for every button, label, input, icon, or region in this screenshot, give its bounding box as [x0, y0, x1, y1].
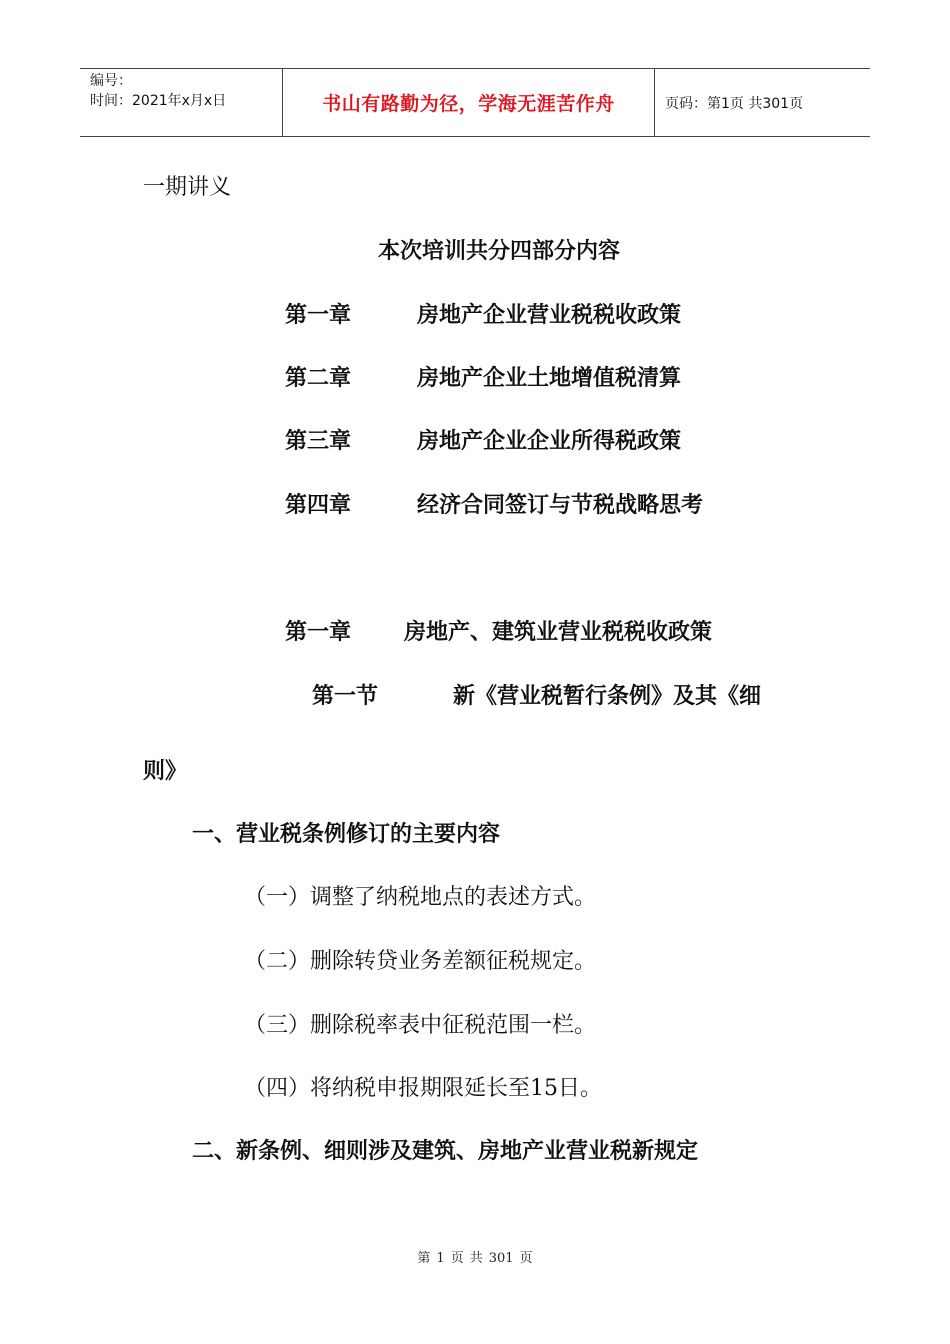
chapter-4-title: 经济合同签订与节税战略思考 — [417, 492, 704, 518]
part-2-title: 二、新条例、细则涉及建筑、房地产业营业税新规定 — [192, 1138, 699, 1164]
chapter-heading-num: 第一章 — [285, 619, 352, 645]
part-1-item-1: （一）调整了纳税地点的表述方式。 — [244, 885, 597, 910]
header-page-info: 页码：第1页 共301页 — [665, 95, 804, 112]
overview-title: 本次培训共分四部分内容 — [378, 238, 621, 264]
intro-text: 一期讲义 — [143, 175, 232, 200]
footer-gong: 共 — [469, 1251, 483, 1266]
header-meta — [80, 69, 282, 136]
footer-total-pages: 301 — [488, 1251, 514, 1266]
chapter-4-num: 第四章 — [285, 492, 352, 518]
chapter-2-num: 第二章 — [285, 365, 352, 391]
part-1-item-3: （三）删除税率表中征税范围一栏。 — [244, 1013, 597, 1038]
number-label: 编号： — [90, 73, 132, 89]
footer-ye2: 页 — [519, 1251, 533, 1266]
chapter-heading-title: 房地产、建筑业营业税税收政策 — [404, 619, 713, 645]
chapter-2-title: 房地产企业土地增值税清算 — [417, 365, 682, 391]
section-heading-title-line1: 新《营业税暂行条例》及其《细 — [453, 683, 762, 709]
page-footer — [0, 1247, 950, 1266]
part-1-title: 一、营业税条例修订的主要内容 — [192, 821, 501, 847]
page-header — [80, 68, 870, 137]
part-1-item-4: （四）将纳税申报期限延长至15日。 — [244, 1076, 602, 1101]
chapter-1-num: 第一章 — [285, 302, 352, 328]
chapter-3-title: 房地产企业企业所得税政策 — [417, 428, 682, 454]
footer-di: 第 — [417, 1251, 431, 1266]
header-motto: 书山有路勤为径，学海无涯苦作舟 — [282, 69, 655, 136]
time-label: 时间：2021年x月x日 — [90, 93, 227, 109]
part-1-item-2: （二）删除转贷业务差额征税规定。 — [244, 949, 597, 974]
footer-page-number: 1 — [436, 1251, 445, 1266]
section-heading-num: 第一节 — [312, 683, 379, 709]
footer-ye: 页 — [450, 1251, 464, 1266]
chapter-1-title: 房地产企业营业税税收政策 — [417, 302, 682, 328]
section-heading-title-line2: 则》 — [143, 758, 188, 784]
chapter-3-num: 第三章 — [285, 428, 352, 454]
